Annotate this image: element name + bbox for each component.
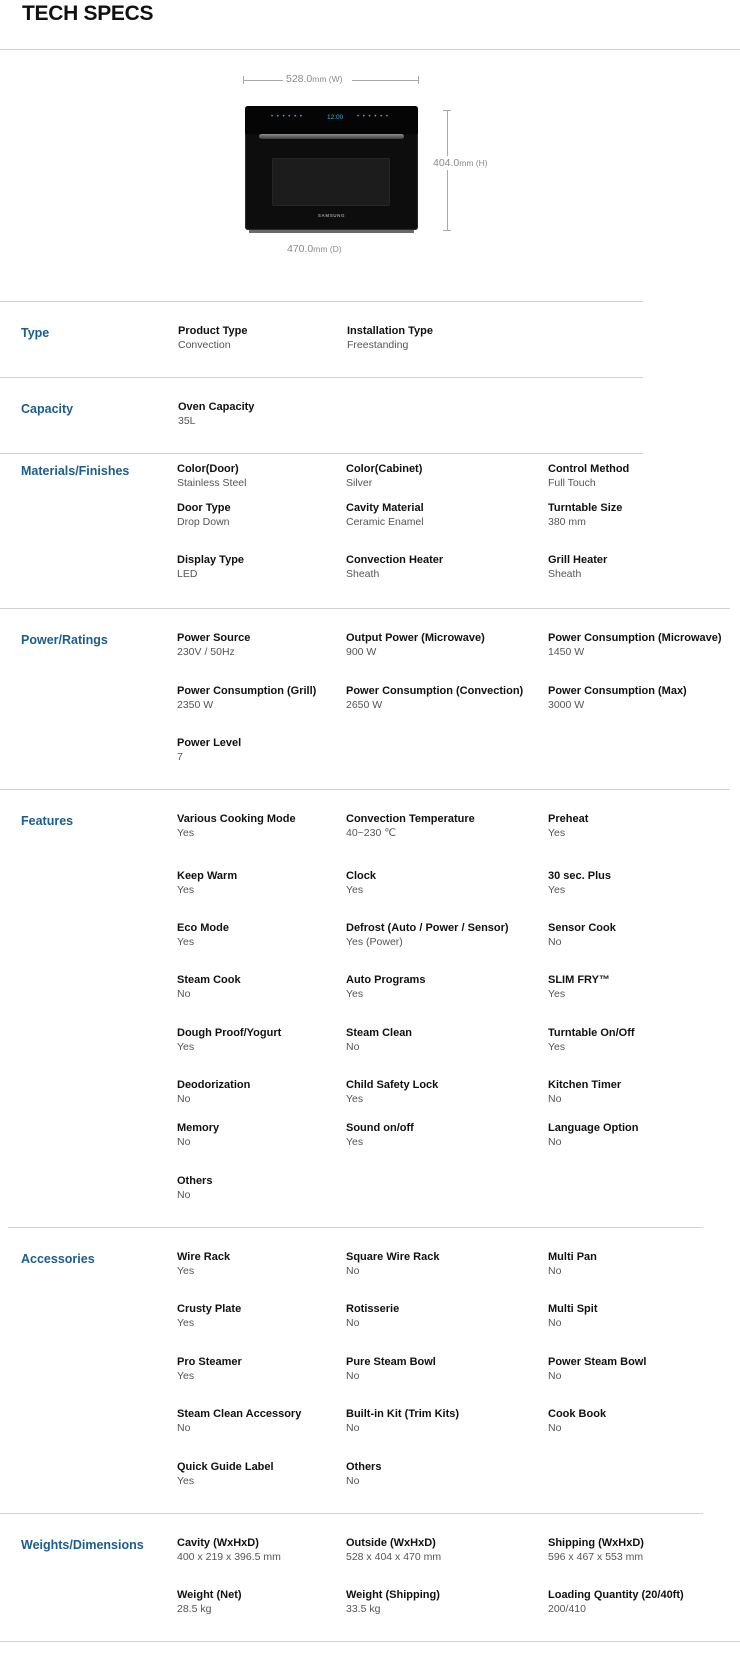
category-type: Type — [21, 326, 50, 340]
spec-item: Defrost (Auto / Power / Sensor) Yes (Power) — [346, 922, 509, 948]
spec-item: Crusty Plate Yes — [177, 1303, 242, 1329]
category-capacity: Capacity — [21, 402, 74, 416]
spec-item: Multi Pan No — [548, 1251, 597, 1277]
spec-item: Others No — [346, 1461, 382, 1487]
spec-installation-type: Installation Type Freestanding — [347, 325, 433, 351]
spec-item: Pro Steamer Yes — [177, 1356, 242, 1382]
spec-item: Turntable On/Off Yes — [548, 1027, 635, 1053]
spec-item: Power Level 7 — [177, 737, 242, 763]
spec-item: Eco Mode Yes — [177, 922, 229, 948]
spec-item: Wire Rack Yes — [177, 1251, 231, 1277]
spec-item: Others No — [177, 1175, 213, 1201]
spec-item: Built-in Kit (Trim Kits) No — [346, 1408, 460, 1434]
control-buttons-left-icon: • • • • • • — [271, 114, 303, 120]
spec-item: Power Consumption (Max) 3000 W — [548, 685, 687, 711]
spec-item: Power Consumption (Convection) 2650 W — [346, 685, 524, 711]
spec-item: Quick Guide Label Yes — [177, 1461, 274, 1487]
spec-item: Turntable Size 380 mm — [548, 502, 623, 528]
section-divider — [0, 608, 730, 609]
section-divider — [0, 453, 643, 454]
spec-item: Outside (WxHxD) 528 x 404 x 470 mm — [346, 1537, 442, 1563]
spec-item: Power Consumption (Grill) 2350 W — [177, 685, 317, 711]
spec-item: Square Wire Rack No — [346, 1251, 440, 1277]
width-dimension-label: 528.0mm (W) — [286, 73, 343, 85]
section-divider — [8, 1227, 703, 1228]
height-tick-bottom — [443, 230, 451, 231]
category-materials-finishes: Materials/Finishes — [21, 464, 130, 478]
spec-item: Loading Quantity (20/40ft) 200/410 — [548, 1589, 684, 1615]
spec-item: Memory No — [177, 1122, 220, 1148]
spec-item: Steam Clean No — [346, 1027, 413, 1053]
oven-display: 12:00 — [327, 114, 344, 121]
spec-item: Cavity Material Ceramic Enamel — [346, 502, 424, 528]
spec-item: Sensor Cook No — [548, 922, 616, 948]
category-accessories: Accessories — [21, 1252, 95, 1266]
spec-item: Power Source 230V / 50Hz — [177, 632, 251, 658]
spec-item: Deodorization No — [177, 1079, 251, 1105]
spec-item: Cavity (WxHxD) 400 x 219 x 396.5 mm — [177, 1537, 281, 1563]
title-divider — [0, 49, 740, 50]
spec-item: Shipping (WxHxD) 596 x 467 x 553 mm — [548, 1537, 644, 1563]
brand-logo: SAMSUNG — [317, 213, 346, 218]
section-divider — [0, 1641, 740, 1642]
spec-item: Display Type LED — [177, 554, 245, 580]
section-divider — [0, 789, 730, 790]
spec-item: Power Steam Bowl No — [548, 1356, 647, 1382]
width-tick-right — [418, 76, 419, 84]
height-line — [447, 110, 448, 230]
spec-item: Rotisserie No — [346, 1303, 400, 1329]
spec-item: Preheat Yes — [548, 813, 589, 839]
category-features: Features — [21, 814, 74, 828]
spec-item: Control Method Full Touch — [548, 463, 630, 489]
spec-item: 30 sec. Plus Yes — [548, 870, 611, 896]
spec-item: Steam Clean Accessory No — [177, 1408, 302, 1434]
spec-item: Child Safety Lock Yes — [346, 1079, 439, 1105]
spec-item: Grill Heater Sheath — [548, 554, 608, 580]
spec-item: Color(Door) Stainless Steel — [177, 463, 247, 489]
spec-item: Dough Proof/Yogurt Yes — [177, 1027, 282, 1053]
oven-window — [272, 158, 390, 206]
section-divider — [0, 377, 643, 378]
spec-item: Door Type Drop Down — [177, 502, 231, 528]
section-divider — [0, 1513, 703, 1514]
spec-item: Color(Cabinet) Silver — [346, 463, 423, 489]
spec-product-type: Product Type Convection — [178, 325, 248, 351]
page-title: TECH SPECS — [22, 2, 154, 25]
height-dimension-label: 404.0mm (H) — [433, 157, 488, 169]
category-power-ratings: Power/Ratings — [21, 633, 108, 647]
spec-item: Weight (Shipping) 33.5 kg — [346, 1589, 440, 1615]
spec-item: Keep Warm Yes — [177, 870, 238, 896]
spec-item: Power Consumption (Microwave) 1450 W — [548, 632, 722, 658]
spec-item: Clock Yes — [346, 870, 376, 896]
width-line-left — [243, 80, 283, 81]
spec-item: Convection Temperature 40~230 ℃ — [346, 813, 475, 839]
spec-item: Auto Programs Yes — [346, 974, 426, 1000]
spec-item: Kitchen Timer No — [548, 1079, 622, 1105]
oven-image — [245, 106, 418, 230]
spec-item: Convection Heater Sheath — [346, 554, 444, 580]
spec-item: Cook Book No — [548, 1408, 607, 1434]
spec-item: Steam Cook No — [177, 974, 241, 1000]
spec-item: Various Cooking Mode Yes — [177, 813, 296, 839]
spec-item: Pure Steam Bowl No — [346, 1356, 436, 1382]
spec-item: Multi Spit No — [548, 1303, 598, 1329]
spec-oven-capacity: Oven Capacity 35L — [178, 401, 255, 427]
spec-item: Output Power (Microwave) 900 W — [346, 632, 485, 658]
spec-item: Weight (Net) 28.5 kg — [177, 1589, 242, 1615]
category-weights-dimensions: Weights/Dimensions — [21, 1538, 144, 1552]
product-dimension-image — [0, 70, 740, 260]
spec-item: Sound on/off Yes — [346, 1122, 414, 1148]
section-divider — [0, 301, 643, 302]
oven-base — [249, 230, 414, 233]
depth-dimension-label: 470.0mm (D) — [287, 243, 342, 255]
spec-item: SLIM FRY™ Yes — [548, 974, 610, 1000]
oven-handle — [259, 134, 404, 139]
spec-item: Language Option No — [548, 1122, 639, 1148]
width-line-right — [352, 80, 418, 81]
control-buttons-right-icon: • • • • • • — [357, 114, 389, 120]
